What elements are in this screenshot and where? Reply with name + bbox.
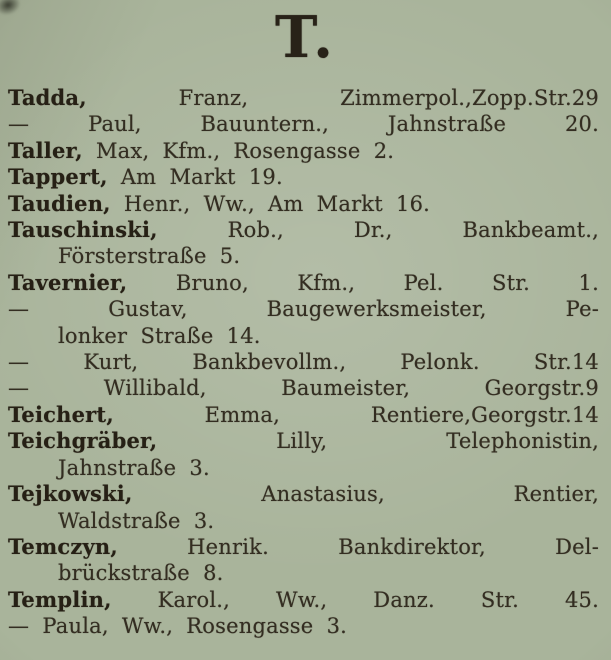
entry-rest: Emma, Rentiere,Georgstr.14: [113, 402, 599, 427]
directory-entry-line: [8, 85, 599, 111]
directory-entry-line: [8, 613, 599, 639]
entry-rest: Bruno, Kfm., Pel. Str. 1.: [127, 270, 599, 295]
directory-entry-line: [8, 323, 599, 349]
entry-surname: Teichgräber,: [8, 428, 158, 454]
section-letter-heading: T.: [275, 4, 336, 71]
entry-rest: Am Markt 19.: [107, 165, 283, 190]
directory-list: [0, 68, 611, 640]
directory-entry-line: [8, 560, 599, 586]
entry-surname: Tappert,: [8, 164, 108, 190]
entry-surname: Taudien,: [8, 190, 111, 216]
entry-surname: Taller,: [8, 137, 83, 163]
entry-surname: Teichert,: [8, 401, 114, 427]
entry-rest: Franz, Zimmerpol.,Zopp.Str.29: [86, 86, 599, 110]
entry-rest: — Willibald, Baumeister, Georgstr.9: [8, 376, 599, 401]
directory-entry-line: [8, 111, 599, 137]
entry-rest: Lilly, Telephonistin,: [157, 429, 599, 454]
entry-rest: Henrik. Bankdirektor, Del-: [117, 534, 599, 559]
entry-surname: Templin,: [8, 586, 112, 612]
entry-rest: — Gustav, Baugewerksmeister, Pe-: [8, 297, 599, 322]
directory-entry-line: [8, 349, 599, 375]
entry-rest: — Paula, Ww., Rosengasse 3.: [8, 614, 348, 639]
directory-entry-line: [8, 508, 599, 534]
directory-entry-line: [8, 402, 599, 428]
directory-entry-line: [8, 191, 599, 217]
entry-surname: Temczyn,: [8, 533, 118, 559]
directory-entry-line: [8, 138, 599, 164]
directory-entry-line: [8, 428, 599, 454]
entry-rest: Försterstraße 5.: [58, 244, 241, 269]
directory-entry-line: [8, 296, 599, 322]
entry-surname: Tejkowski,: [8, 481, 133, 507]
directory-entry-line: [8, 375, 599, 401]
entry-rest: lonker Straße 14.: [58, 323, 261, 348]
entry-rest: brückstraße 8.: [58, 561, 224, 586]
entry-surname: Tavernier,: [8, 269, 128, 295]
directory-entry-line: [8, 455, 599, 481]
directory-entry-line: [8, 587, 599, 613]
directory-entry-line: [8, 243, 599, 269]
entry-rest: — Kurt, Bankbevollm., Pelonk. Str.14: [8, 350, 599, 375]
entry-rest: — Paul, Bauuntern., Jahnstraße 20.: [8, 112, 599, 137]
entry-rest: Waldstraße 3.: [58, 508, 215, 533]
entry-surname: Tadda,: [8, 85, 87, 110]
directory-entry-line: [8, 164, 599, 190]
directory-entry-line: [8, 217, 599, 243]
directory-entry-line: [8, 270, 599, 296]
entry-rest: Anastasius, Rentier,: [132, 482, 599, 507]
directory-entry-line: [8, 534, 599, 560]
entry-rest: Rob., Dr., Bankbeamt.,: [157, 218, 599, 243]
directory-entry-line: [8, 481, 599, 507]
entry-rest: Henr., Ww., Am Markt 16.: [110, 191, 431, 216]
entry-rest: Jahnstraße 3.: [58, 455, 210, 480]
entry-rest: Max, Kfm., Rosengasse 2.: [82, 138, 395, 163]
entry-surname: Tauschinski,: [8, 217, 158, 243]
entry-rest: Karol., Ww., Danz. Str. 45.: [111, 587, 599, 612]
